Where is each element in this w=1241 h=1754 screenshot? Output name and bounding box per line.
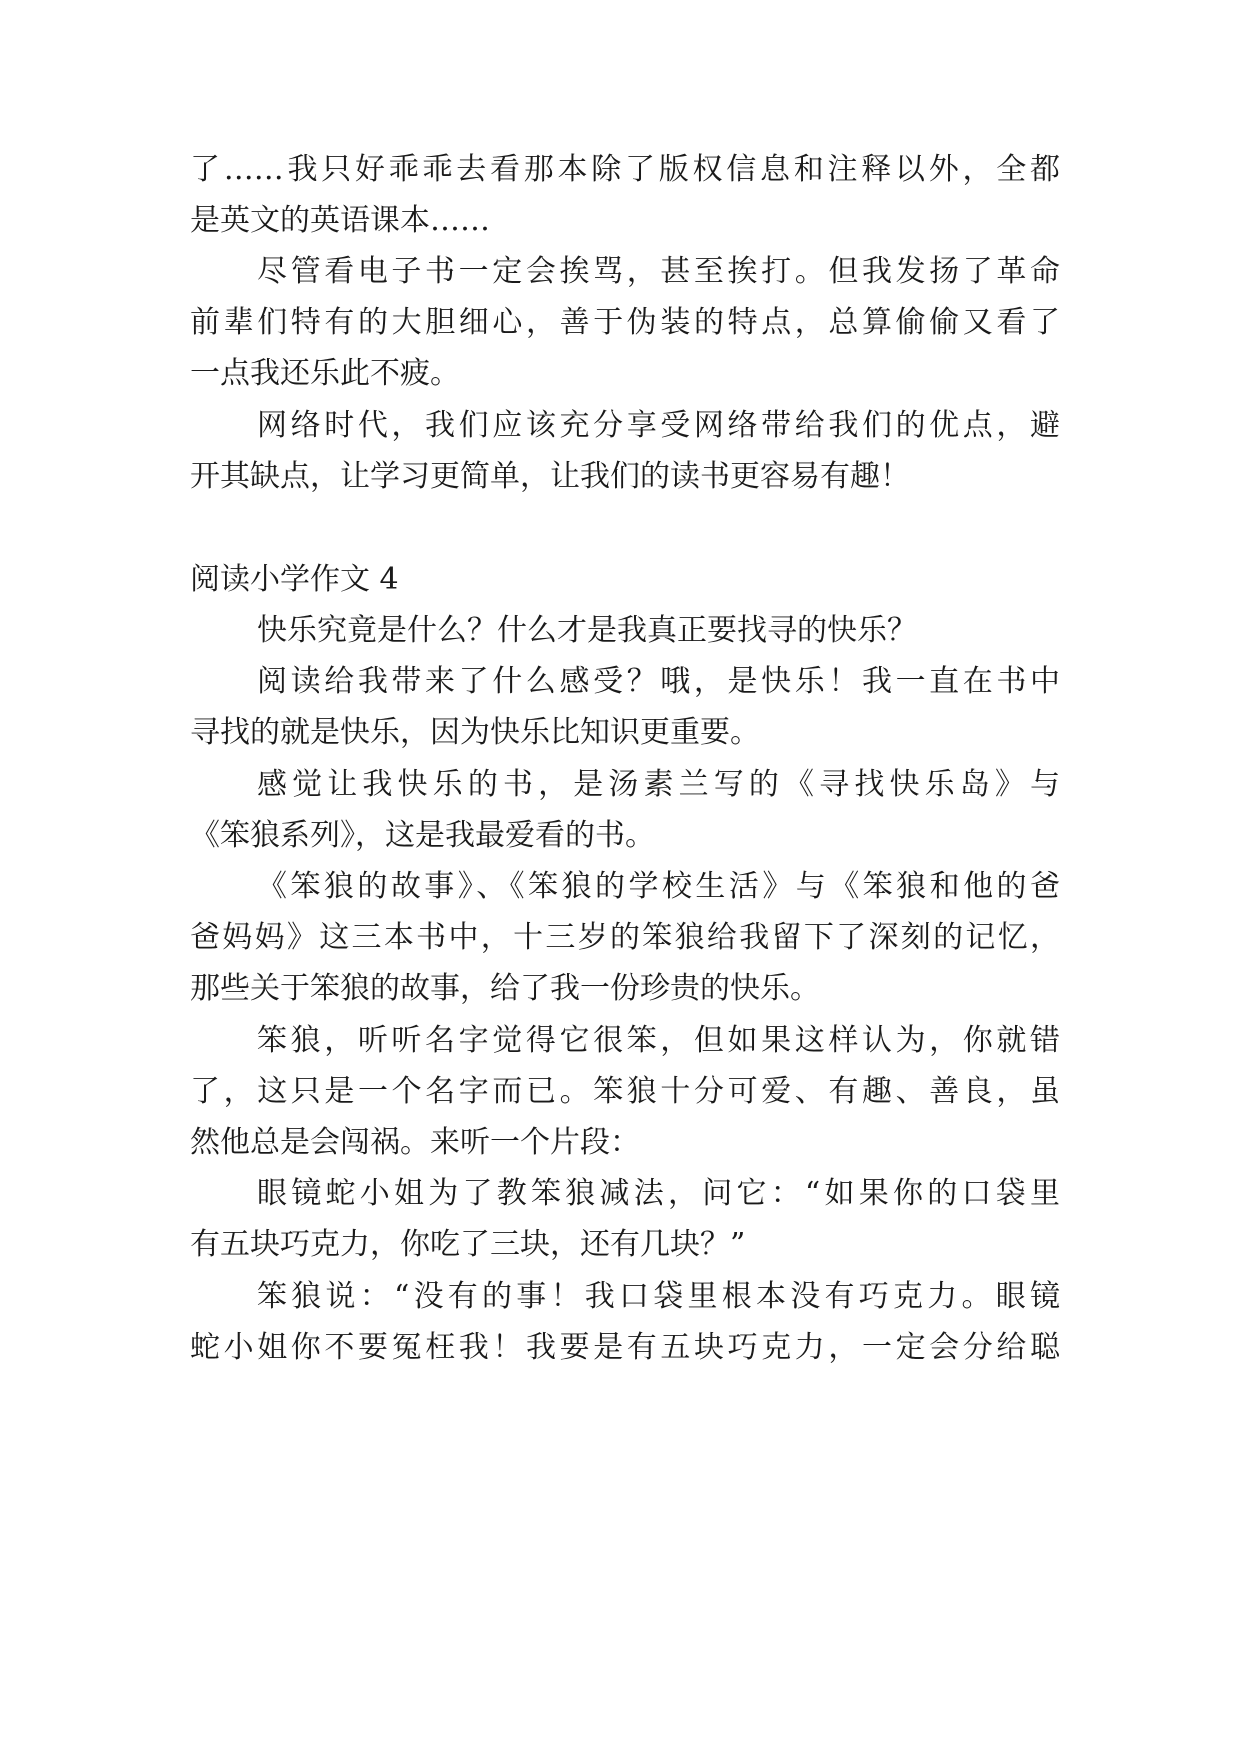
text-line: 是英文的英语课本…… — [190, 203, 490, 238]
paragraph-first-line: 快乐究竟是什么？什么才是我真正要找寻的快乐？ — [257, 613, 917, 648]
text-line: 《笨狼系列》，这是我最爱看的书。 — [190, 818, 655, 853]
text-line: 一点我还乐此不疲。 — [190, 356, 460, 391]
paragraph-first-line: 笨狼，听听名字觉得它很笨，但如果这样认为，你就错 — [257, 1023, 1060, 1058]
paragraph-first-line: 笨狼说：“没有的事！我口袋里根本没有巧克力。眼镜 — [257, 1279, 1060, 1314]
paragraph-first-line: 网络时代，我们应该充分享受网络带给我们的优点，避 — [257, 408, 1060, 443]
section-heading: 阅读小学作文 4 — [190, 562, 399, 597]
text-line: 那些关于笨狼的故事，给了我一份珍贵的快乐。 — [190, 971, 820, 1006]
text-line: 了，这只是一个名字而已。笨狼十分可爱、有趣、善良，虽 — [190, 1074, 1060, 1109]
text-line: 爸妈妈》这三本书中，十三岁的笨狼给我留下了深刻的记忆， — [190, 920, 1060, 955]
text-line: 前辈们特有的大胆细心，善于伪装的特点，总算偷偷又看了 — [190, 305, 1060, 340]
paragraph-first-line: 眼镜蛇小姐为了教笨狼减法，问它：“如果你的口袋里 — [257, 1176, 1060, 1211]
text-line: 开其缺点，让学习更简单，让我们的读书更容易有趣！ — [190, 459, 910, 494]
text-line: 然他总是会闯祸。来听一个片段： — [190, 1125, 640, 1160]
paragraph-first-line: 尽管看电子书一定会挨骂，甚至挨打。但我发扬了革命 — [257, 254, 1060, 289]
paragraph-first-line: 《笨狼的故事》、《笨狼的学校生活》与《笨狼和他的爸 — [257, 869, 1060, 904]
paragraph-first-line: 阅读给我带来了什么感受？哦，是快乐！我一直在书中 — [257, 664, 1060, 699]
text-line: 蛇小姐你不要冤枉我！我要是有五块巧克力，一定会分给聪 — [190, 1330, 1060, 1365]
text-line: 寻找的就是快乐，因为快乐比知识更重要。 — [190, 715, 760, 750]
paragraph-first-line: 感觉让我快乐的书，是汤素兰写的《寻找快乐岛》与 — [257, 767, 1060, 802]
text-line: 了……我只好乖乖去看那本除了版权信息和注释以外，全都 — [190, 152, 1060, 187]
text-line: 有五块巧克力，你吃了三块，还有几块？” — [190, 1227, 746, 1262]
